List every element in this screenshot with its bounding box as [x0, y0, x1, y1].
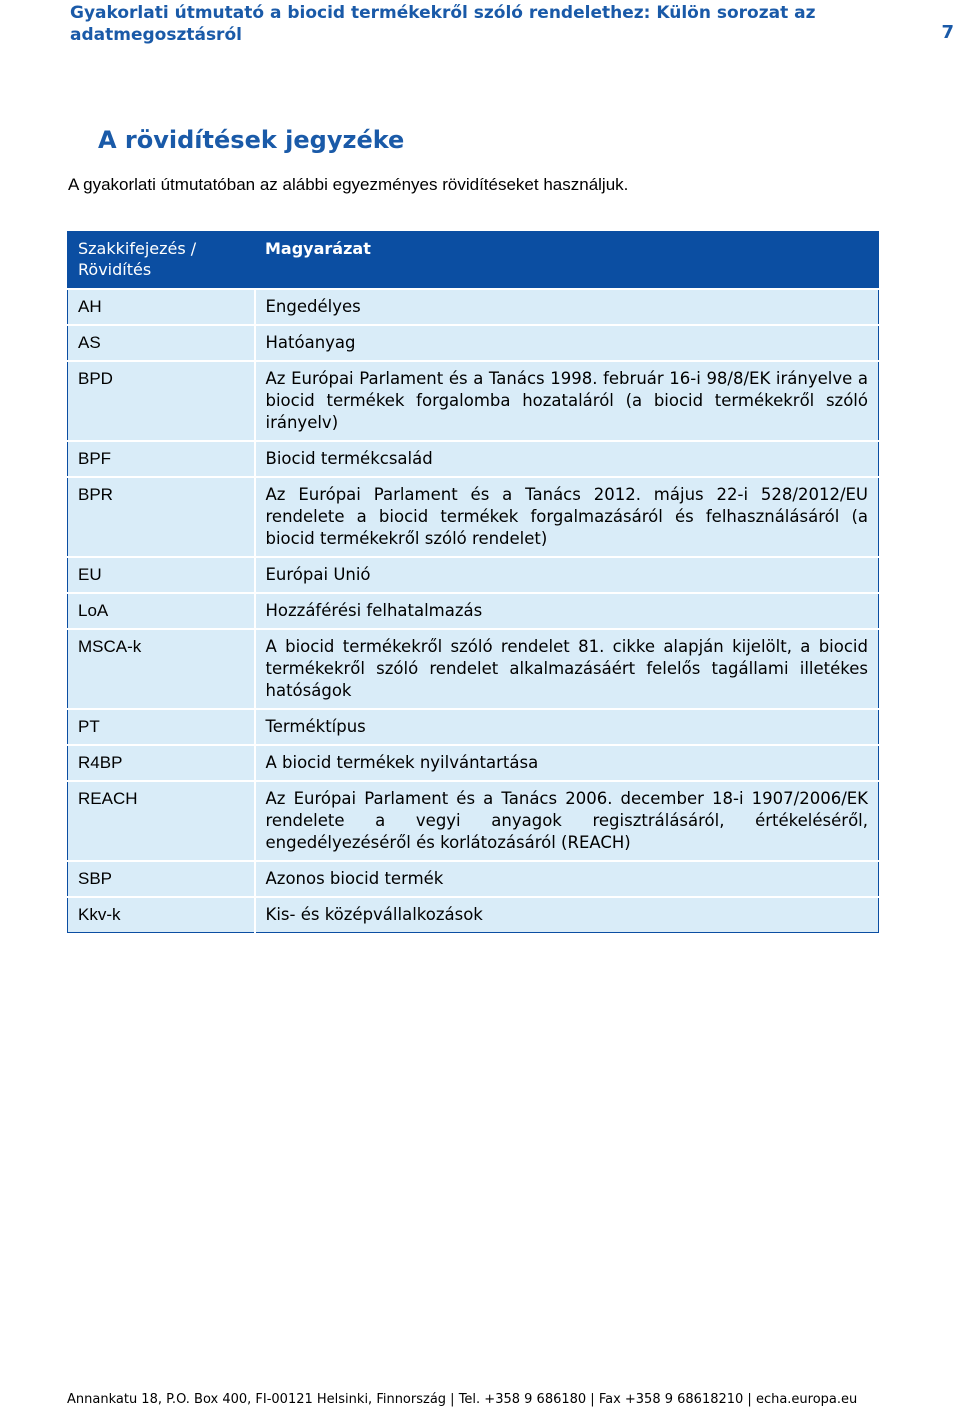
abbreviation-cell: LoA [68, 593, 255, 629]
abbreviation-cell: SBP [68, 861, 255, 897]
explanation-cell: Biocid termékcsalád [255, 441, 879, 477]
explanation-cell: Engedélyes [255, 289, 879, 325]
explanation-cell: Azonos biocid termék [255, 861, 879, 897]
abbreviation-cell: BPF [68, 441, 255, 477]
table-body [68, 289, 879, 933]
explanation-cell: A biocid termékek nyilvántartása [255, 745, 879, 781]
table-row [68, 629, 879, 709]
abbreviation-cell: MSCA-k [68, 629, 255, 709]
table-row [68, 361, 879, 441]
abbreviation-cell: REACH [68, 781, 255, 861]
explanation-cell: Az Európai Parlament és a Tanács 2012. május 22-i 528/2012/EU rendelete a biocid termékek forgalmazásáról és felhasználásáról (a biocid termékekről szóló rendelet) [255, 477, 879, 557]
explanation-cell: Terméktípus [255, 709, 879, 745]
column-header-explanation: Magyarázat [255, 232, 879, 290]
table-row [68, 325, 879, 361]
intro-paragraph: A gyakorlati útmutatóban az alábbi egyezményes rövidítéseket használjuk. [68, 175, 629, 194]
page-header [70, 2, 954, 46]
page-number: 7 [941, 22, 954, 43]
table-row [68, 897, 879, 933]
table-row [68, 557, 879, 593]
table-header-row [68, 232, 879, 290]
explanation-cell: Az Európai Parlament és a Tanács 2006. december 18-i 1907/2006/EK rendelete a vegyi anyagok regisztrálásáról, értékeléséről, engedélyezéséről és korlátozásáról (REACH) [255, 781, 879, 861]
abbreviation-cell: AS [68, 325, 255, 361]
abbreviation-cell: Kkv-k [68, 897, 255, 933]
column-header-term: Szakkifejezés / Rövidítés [68, 232, 255, 290]
abbreviation-cell: AH [68, 289, 255, 325]
table-row [68, 745, 879, 781]
abbreviation-cell: EU [68, 557, 255, 593]
table-row [68, 593, 879, 629]
abbreviation-cell: BPR [68, 477, 255, 557]
abbreviation-table [67, 231, 879, 933]
document-title: Gyakorlati útmutató a biocid termékekről szóló rendelethez: Külön sorozat az adatmegosztásról [70, 3, 816, 45]
table-row [68, 861, 879, 897]
explanation-cell: Az Európai Parlament és a Tanács 1998. február 16-i 98/8/EK irányelve a biocid termékek forgalomba hozataláról (a biocid termékekről szóló irányelv) [255, 361, 879, 441]
section-title: A rövidítések jegyzéke [98, 126, 405, 154]
explanation-cell: Hatóanyag [255, 325, 879, 361]
explanation-cell: Európai Unió [255, 557, 879, 593]
table-row [68, 709, 879, 745]
table-row [68, 781, 879, 861]
explanation-cell: Kis- és középvállalkozások [255, 897, 879, 933]
page-footer: Annankatu 18, P.O. Box 400, FI-00121 Helsinki, Finnország | Tel. +358 9 686180 | Fax +358 9 68618210 | echa.europa.eu [67, 1392, 858, 1407]
table-row [68, 477, 879, 557]
abbreviation-cell: R4BP [68, 745, 255, 781]
table-row [68, 441, 879, 477]
table-row [68, 289, 879, 325]
explanation-cell: Hozzáférési felhatalmazás [255, 593, 879, 629]
explanation-cell: A biocid termékekről szóló rendelet 81. cikke alapján kijelölt, a biocid termékekről szóló rendelet alkalmazásáért felelős tagállami illetékes hatóságok [255, 629, 879, 709]
abbreviation-cell: BPD [68, 361, 255, 441]
abbreviation-cell: PT [68, 709, 255, 745]
